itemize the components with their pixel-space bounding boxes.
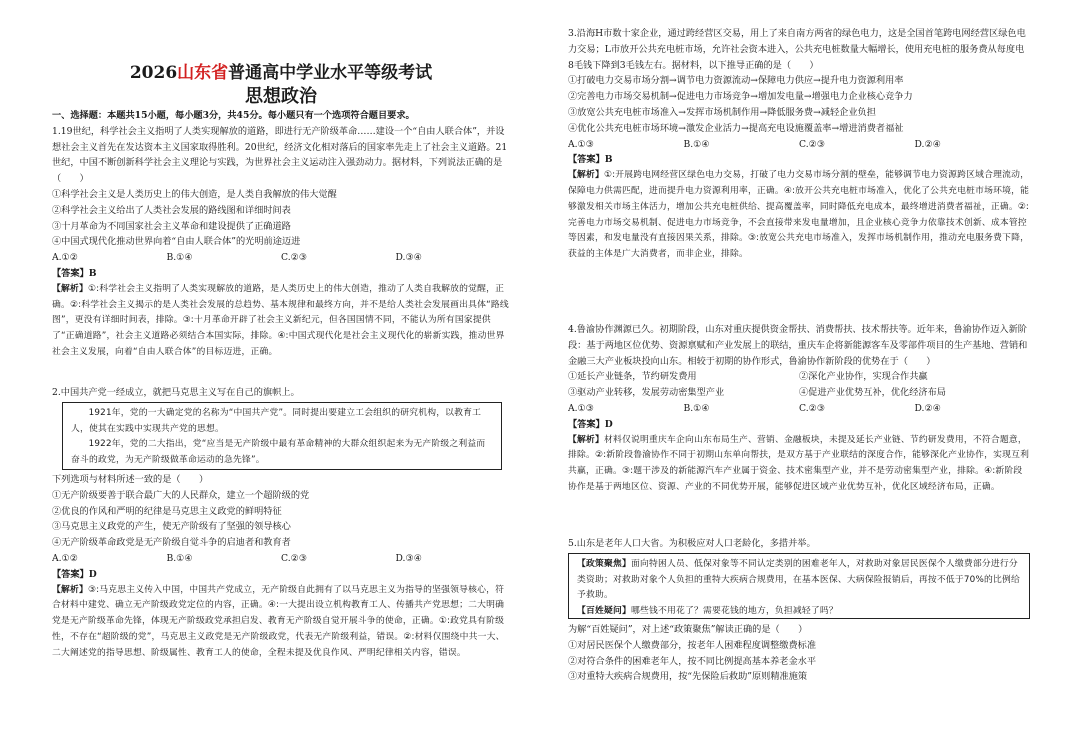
q5-policy-text: 面向特困人员、低保对象等不同认定类别的困难老年人，对救助对象居民医保个人缴费部分进行分类资助；对救助对象个人负担的重特大疾病合规费用，在基本医保、大病保险报销后，再按不低于70%的比例给予救助。 <box>577 559 1021 601</box>
q5-option-1: ①对居民医保个人缴费部分，按老年人困难程度调整缴费标准 <box>568 639 817 651</box>
q4-choice-c: C.②③ <box>799 402 826 414</box>
q4-analysis-label: 【解析】 <box>568 434 604 445</box>
q1-choices <box>52 250 510 266</box>
q2-body <box>52 472 510 662</box>
q4-option-1: ①延长产业链条，节约研发费用 <box>568 371 697 383</box>
right-column <box>568 0 1030 748</box>
q1-option-3: ③十月革命为不同国家社会主义革命和建设提供了正确道路 <box>52 220 291 232</box>
q3-analysis-label: 【解析】 <box>568 170 604 181</box>
q1-choice-c: C.②③ <box>281 252 308 264</box>
q3-analysis <box>568 168 1030 263</box>
q2-material-1: 1921年，党的一大确定党的名称为“中国共产党”。同时提出要建立工会组织的研究机构，以教育工人，使其在实践中实现共产党的思想。 <box>71 408 482 434</box>
question-4 <box>568 322 1030 496</box>
q1-option-2: ②科学社会主义给出了人类社会发展的路线图和详细时间表 <box>52 204 291 216</box>
question-1 <box>52 108 510 361</box>
q4-stem: 4.鲁渝协作渊源已久。初期阶段，山东对重庆提供资金帮扶、消费帮扶、技术帮扶等。近年来，鲁渝协作迈入新阶段：基于两地区位优势、资源禀赋和产业发展上的联结，重庆车企将新能源客车及零部件项目的生产基地、营销和金融三大产业板块投向山东。相较于初期的协作形式，鲁渝协作新阶段的优势在于（ ） <box>568 324 1028 367</box>
q1-choice-d: D.③④ <box>395 252 422 264</box>
q3-choice-d: D.②④ <box>914 138 941 150</box>
q4-choice-b: B.①④ <box>683 402 710 414</box>
q1-analysis-text: ①:科学社会主义指明了人类实现解放的道路，是人类历史上的伟大创造，推动了人类自我解放的觉醒，正确。②:科学社会主义揭示的是人类社会发展的总趋势、基本规律和最终方向，并不是给人类社会发展画出具体“路线图”，更没有详细时间表，排除。③:十月革命开辟了社会主义新纪元，但各国国情不同，不能认为所有国家提供了“正确道路”，社会主义道路必须结合本国实际，排除。④:中国式现代化是社会主义现代化的崭新实践，推动世界社会主义发展，向着“自由人联合体”的目标迈进，正确。 <box>52 283 509 357</box>
q1-option-1: ①科学社会主义是人类历史上的伟大创造，是人类自我解放的伟大觉醒 <box>52 188 337 200</box>
left-column <box>52 0 510 748</box>
q5-doubt-label: 【百姓疑问】 <box>577 605 631 616</box>
exam-province: 山东省 <box>177 63 229 83</box>
q5-question: 为解“百姓疑问”，对上述“政策聚焦”解读正确的是（ ） <box>568 624 808 635</box>
q1-analysis <box>52 282 510 361</box>
q1-choice-a: A.①② <box>52 252 79 264</box>
exam-name: 普通高中学业水平等级考试 <box>228 63 433 83</box>
q2-analysis-text: ③:马克思主义传入中国，中国共产党成立，无产阶级自此拥有了以马克思主义为指导的坚强领导核心，符合材料中建党、确立无产阶级政党定位的内容，正确。④:一大提出设立机构教育工人、传播共产党思想；二大明确党是无产阶级革命先锋，体现无产阶级政党承担启发、教育无产阶级自觉开展斗争的使命，正确。①:政党具有阶级性，不存在“超阶级的党”，马克思主义政党是无产阶级政党，代表无产阶级利益，错误。②:材料仅围绕中共一大、二大阐述党的指导思想、阶级属性、教育工人的使命，全程未提及优良作风、严明纪律相关内容，错误。 <box>52 584 505 658</box>
q2-choice-b: B.①④ <box>166 552 193 564</box>
q2-analysis-label: 【解析】 <box>52 584 88 595</box>
q3-choice-b: B.①④ <box>683 138 710 150</box>
q4-choices <box>568 401 1030 417</box>
q5-body <box>568 622 1030 685</box>
q2-choice-c: C.②③ <box>281 552 308 564</box>
q2-choice-a: A.①② <box>52 552 79 564</box>
q3-choices <box>568 137 1030 153</box>
q5-material-box <box>568 553 1030 619</box>
q3-choice-a: A.①③ <box>568 138 595 150</box>
q1-choice-b: B.①④ <box>166 252 193 264</box>
q4-option-3: ③驱动产业转移，发展劳动密集型产业 <box>568 387 725 399</box>
q2-analysis <box>52 583 510 662</box>
q5-doubt <box>577 604 1021 620</box>
q4-option-4: ④促进产业优势互补，优化经济布局 <box>799 387 946 399</box>
q5-option-2: ②对符合条件的困难老年人，按不同比例提高基本养老金水平 <box>568 655 817 667</box>
q2-answer: 【答案】D <box>52 568 97 580</box>
q3-answer: 【答案】B <box>568 154 613 166</box>
exam-year: 2026 <box>129 63 178 83</box>
q4-choice-d: D.②④ <box>914 402 941 414</box>
q3-option-3: ③放宽公共充电桩市场准入→发挥市场机制作用→降低服务费→减轻企业负担 <box>568 106 876 118</box>
q2-option-1: ①无产阶级要善于联合最广大的人民群众，建立一个超阶级的党 <box>52 489 310 501</box>
question-5 <box>568 536 1030 552</box>
q5-stem: 5.山东是老年人口大省。为积极应对人口老龄化，多措并举。 <box>568 538 816 549</box>
q1-answer: 【答案】B <box>52 267 97 279</box>
q2-choice-d: D.③④ <box>395 552 422 564</box>
q4-choice-a: A.①③ <box>568 402 595 414</box>
q3-option-2: ②完善电力市场交易机制→促进电力市场竞争→增加发电量→增强电力企业核心竞争力 <box>568 91 913 103</box>
q4-analysis-text: 材料仅说明重庆车企向山东布局生产、营销、金融板块，未提及延长产业链、节约研发费用，不符合题意，排除。②:新阶段鲁渝协作不同于初期山东单向帮扶，是双方基于产业联结的深度合作，能够深化产业协作，实现互利共赢，正确。③:题干涉及的新能源汽车产业属于资金、技术密集型产业，并不是劳动密集型产业，排除。④:新阶段协作是基于两地区位、资源、产业的不同优势开展，能够促进区域产业优势互补，优化区域经济布局，正确。 <box>568 434 1030 492</box>
exam-subject: 思想政治 <box>245 86 317 107</box>
q3-analysis-text: ①:开展跨电网经营区绿色电力交易，打破了电力交易市场分割的壁垒，能够调节电力资源跨区域合理流动，保障电力供需匹配，进而提升电力资源利用率，正确。④:放开公共充电桩市场准入，优化了公共充电桩市场环境，能够激发相关市场主体活力，增加公共充电桩供给、提高覆盖率，同时降低充电成本，最终增进消费者福祉，正确。②:完善电力市场交易机制、促进电力市场竞争，不会直接带来发电量增加，且企业核心竞争力依靠技术创新、成本管控等因素，和发电量没有直接因果关系，排除。③:放宽公共充电市场准入，发挥市场机制作用，推动充电服务费下降，获益的主体是广大消费者，而非企业，排除。 <box>568 170 1030 260</box>
q1-option-4: ④中国式现代化推动世界向着“自由人联合体”的光明前途迈进 <box>52 236 301 248</box>
question-2 <box>52 385 510 401</box>
q2-option-4: ④无产阶级革命政党是无产阶级自觉斗争的启迪者和教育者 <box>52 537 291 549</box>
q2-option-2: ②优良的作风和严明的纪律是马克思主义政党的鲜明特征 <box>52 505 282 517</box>
q5-policy <box>577 557 1021 604</box>
q1-analysis-label: 【解析】 <box>52 283 88 294</box>
q5-doubt-text: 哪些钱不用花了？需要花钱的地方，负担减轻了吗？ <box>630 605 838 616</box>
q5-policy-label: 【政策聚焦】 <box>577 559 631 569</box>
q5-option-3: ③对重特大疾病合规费用，按“先保险后救助”原则精准施策 <box>568 671 808 683</box>
q3-option-4: ④优化公共充电桩市场环境→激发企业活力→提高充电设施覆盖率→增进消费者福祉 <box>568 122 904 134</box>
q2-material-box <box>62 402 502 470</box>
q2-question: 下列选项与材料所述一致的是（ ） <box>52 474 209 485</box>
question-3 <box>568 26 1030 263</box>
q4-options <box>568 369 1030 401</box>
q2-choices <box>52 551 510 567</box>
q3-choice-c: C.②③ <box>799 138 826 150</box>
q4-option-2: ②深化产业协作，实现合作共赢 <box>799 371 928 383</box>
q3-stem: 3.沿海H市数十家企业，通过跨经营区交易，用上了来自南方两省的绿色电力，这是全国首笔跨电网经营区绿色电力交易；L市放开公共充电桩市场，允许社会资本进入，公共充电桩数量大幅增长，使用充电桩的服务费从每度电8毛钱下降到3毛钱左右。据材料，以下推导正确的是（ ） <box>568 28 1026 71</box>
q2-option-3: ③马克思主义政党的产生，使无产阶级有了坚强的领导核心 <box>52 521 291 533</box>
q1-stem: 1.19世纪，科学社会主义指明了人类实现解放的道路，即进行无产阶级革命……建设一个“自由人联合体”，并设想社会主义首先在发达资本主义国家取得胜利。20世纪，经济文化相对落后的国家率先走上了社会主义道路。21世纪，中国不断创新科学社会主义理论与实践，为世界社会主义运动注入强劲动力。据材料，下列说法正确的是（ ） <box>52 125 508 185</box>
q2-stem: 2.中国共产党一经成立，就把马克思主义写在自己的旗帜上。 <box>52 387 300 398</box>
exam-title <box>52 58 510 83</box>
q3-option-1: ①打破电力交易市场分割→调节电力资源流动→保障电力供应→提升电力资源利用率 <box>568 75 904 87</box>
q4-answer: 【答案】D <box>568 418 613 430</box>
q2-material-2: 1922年，党的二大指出，党“应当是无产阶级中最有革命精神的大群众组织起来为无产阶级之利益而奋斗的政党，为无产阶级做革命运动的急先锋”。 <box>71 439 486 465</box>
section-heading: 一、选择题：本题共15小题，每小题3分，共45分。每小题只有一个选项符合题目要求。 <box>52 110 415 121</box>
q4-analysis <box>568 433 1030 496</box>
